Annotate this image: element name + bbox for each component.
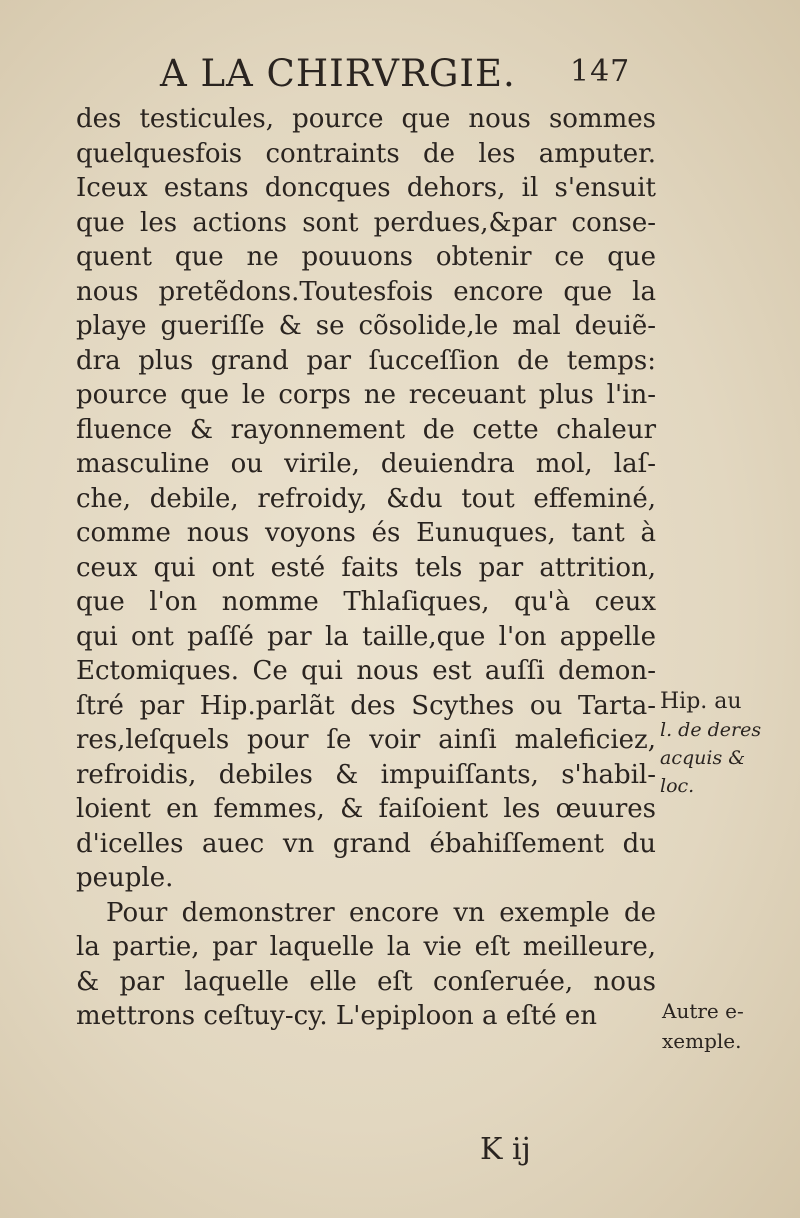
text-line: que l'on nomme Thlaſiques, qu'à ceux — [76, 587, 656, 617]
text-line: playe gueriſſe & se cõsolide,le mal deuiẽ- — [76, 311, 656, 341]
margin-note-line: acquis & — [660, 747, 746, 769]
text-line: che, debile, refroidy, &du tout effeminé, — [76, 483, 656, 514]
text-line: pource que le corps ne receuant plus l'in- — [76, 380, 656, 410]
text-line: d'icelles auec vn grand ébahiſſement du — [76, 828, 656, 859]
margin-note-line: xemple. — [662, 1029, 742, 1053]
text-line: Ectomiques. Ce qui nous est auſſi demon- — [76, 656, 656, 686]
text-line: que les actions sont perdues,&par conse- — [76, 207, 656, 238]
text-line: des testicules, pource que nous sommes — [76, 104, 656, 134]
text-line: ceux qui ont esté faits tels par attrition, — [76, 552, 656, 583]
text-line: fluence & rayonnement de cette chaleur — [76, 414, 656, 445]
text-line: qui ont paſſé par la taille,que l'on appelle — [76, 621, 656, 652]
running-header — [160, 52, 660, 95]
text-line: res,leſquels pour ſe voir ainſi maleficiez, — [76, 725, 656, 755]
running-title: A LA CHIRVRGIE. — [160, 52, 516, 95]
margin-note-line: l. de deres — [660, 719, 762, 741]
text-line: Iceux estans doncques dehors, il s'ensuit — [76, 173, 656, 203]
text-line: ſtré par Hip.parlãt des Scythes ou Tarta- — [76, 690, 656, 721]
margin-note-line: Hip. au — [660, 689, 742, 714]
text-line: quelquesfois contraints de les amputer. — [76, 138, 656, 169]
text-line: dra plus grand par ſucceſſion de temps: — [76, 345, 656, 376]
text-line: & par laquelle elle eſt conſeruée, nous — [76, 966, 656, 997]
margin-note-line: loc. — [660, 775, 695, 797]
margin-note-hippocrates — [660, 688, 800, 800]
text-line: Pour demonstrer encore vn exemple de — [106, 897, 656, 928]
text-line: nous pretẽdons.Toutesfois encore que la — [76, 276, 656, 307]
margin-note-autre-exemple — [662, 996, 798, 1056]
text-line: masculine ou virile, deuiendra mol, laſ- — [76, 449, 656, 479]
body-text — [76, 102, 656, 1034]
signature-mark: K ij — [480, 1132, 531, 1167]
text-line: la partie, par laquelle la vie eſt meilleure, — [76, 932, 656, 962]
text-line: quent que ne pouuons obtenir ce que — [76, 242, 656, 272]
margin-note-line: Autre e- — [662, 999, 744, 1023]
text-line: peuple. — [76, 863, 174, 893]
text-line: mettrons ceſtuy-cy. L'epiploon a eſté en — [76, 1001, 597, 1031]
text-line: loient en femmes, & faiſoient les œuures — [76, 794, 656, 824]
page-number: 147 — [570, 54, 631, 89]
text-line: refroidis, debiles & impuiſſants, s'habil- — [76, 759, 656, 790]
text-line: comme nous voyons és Eunuques, tant à — [76, 518, 656, 548]
